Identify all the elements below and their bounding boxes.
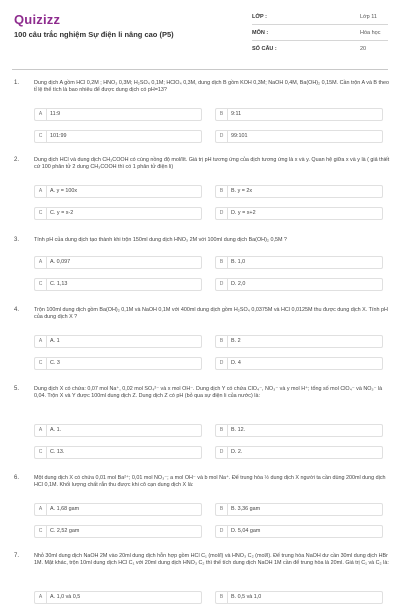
option-a[interactable] bbox=[34, 424, 202, 437]
option-letter: D bbox=[216, 358, 228, 369]
question-number: 1. bbox=[14, 80, 20, 86]
option-d[interactable] bbox=[215, 278, 383, 291]
question-number: 5. bbox=[14, 386, 20, 392]
option-d[interactable] bbox=[215, 525, 383, 538]
option-text: 11:9 bbox=[50, 111, 61, 117]
option-text: 99:101 bbox=[231, 133, 248, 139]
meta-value: 20 bbox=[360, 46, 367, 52]
meta-label: LỚP : bbox=[252, 14, 267, 20]
option-letter: D bbox=[216, 131, 228, 142]
option-text: A. y = 100x bbox=[50, 188, 78, 194]
option-text: B. 3,36 gam bbox=[231, 506, 261, 512]
option-text: D. 5,04 gam bbox=[231, 528, 261, 534]
question-text: Dung dịch X có chứa: 0,07 mol Na⁺, 0,02 mol SO₄²⁻ và x mol OH⁻. Dung dịch Y có chứa ClO₄⁻, NO₃⁻ và y mol H⁺; tổng số mol ClO₄⁻ và NO₃⁻ là 0,04. Trộn X và Y được 100ml dung dịch Z. Dung dịch Z có pH (bỏ qua sự điện li của nước) là: bbox=[34, 386, 383, 400]
option-text: C. 2,52 gam bbox=[50, 528, 80, 534]
option-text: A. 1. bbox=[50, 427, 62, 433]
option-c[interactable] bbox=[34, 278, 202, 291]
option-letter: D bbox=[216, 208, 228, 219]
meta-value: Hóa học bbox=[360, 30, 381, 36]
option-a[interactable] bbox=[34, 185, 202, 198]
option-letter: A bbox=[35, 186, 47, 197]
option-text: A. 1 bbox=[50, 338, 60, 344]
option-b[interactable] bbox=[215, 185, 383, 198]
option-text: C. y = x-2 bbox=[50, 210, 74, 216]
option-letter: C bbox=[35, 279, 47, 290]
option-a[interactable] bbox=[34, 335, 202, 348]
option-letter: B bbox=[216, 257, 228, 268]
option-letter: A bbox=[35, 592, 47, 603]
question-text: Nhỏ 30ml dung dịch NaOH 2M vào 20ml dung dịch hỗn hợp gồm HCl C₁ (mol/l) và HNO₃ C₂ (mol/l). Để trung hòa NaOH dư cần 30ml dung dịch HBr 1M. Mặt khác, trộn 10ml dung dịch HCl C₁ với 20ml dung dịch HNO₃ C₂ thì thể tích dung dịch NaOH 1M cần để trung hòa là 20ml. Giá trị C₁ và C₂ là: bbox=[34, 553, 389, 567]
meta-label: SỐ CÂU : bbox=[252, 46, 277, 52]
option-text: D. 2. bbox=[231, 449, 243, 455]
option-text: A. 1,0 và 0,5 bbox=[50, 594, 81, 600]
option-text: C. 13. bbox=[50, 449, 65, 455]
option-d[interactable] bbox=[215, 130, 383, 143]
meta-label: MÔN : bbox=[252, 30, 269, 36]
option-letter: B bbox=[216, 186, 228, 197]
question-number: 3. bbox=[14, 237, 20, 243]
meta-value: Lớp 11 bbox=[360, 14, 377, 20]
option-letter: A bbox=[35, 425, 47, 436]
option-b[interactable] bbox=[215, 256, 383, 269]
quizizz-logo: Quizizz bbox=[14, 12, 61, 27]
option-letter: D bbox=[216, 447, 228, 458]
question-number: 6. bbox=[14, 475, 20, 481]
question-number: 2. bbox=[14, 157, 20, 163]
question-text: Tính pH của dung dịch tạo thành khi trộn 150ml dung dịch HNO₃ 2M với 100ml dung dịch Ba(OH)₂ 0,5M ? bbox=[34, 237, 287, 243]
option-d[interactable] bbox=[215, 446, 383, 459]
option-text: D. 2,0 bbox=[231, 281, 246, 287]
option-d[interactable] bbox=[215, 207, 383, 220]
option-letter: D bbox=[216, 279, 228, 290]
option-b[interactable] bbox=[215, 424, 383, 437]
worksheet-title: 100 câu trắc nghiệm Sự điện li nâng cao (P5) bbox=[14, 30, 174, 39]
question-number: 7. bbox=[14, 553, 20, 559]
meta-divider bbox=[252, 24, 388, 25]
option-text: B. 2 bbox=[231, 338, 241, 344]
option-text: B. 12. bbox=[231, 427, 246, 433]
meta-divider bbox=[252, 40, 388, 41]
option-a[interactable] bbox=[34, 108, 202, 121]
question-text: Dung dịch HCl và dung dịch CH₃COOH có cùng nồng độ mol/lít. Giá trị pH tương ứng của dịch tương ứng là x và y. Quan hệ giữa x và y là ( giả thiết cứ 100 phân tử 2 dung CH₃COOH thì có 1 phân tử điện li) bbox=[34, 157, 390, 171]
option-text: D. y = x+2 bbox=[231, 210, 256, 216]
question-text: Một dung dịch X có chứa 0,01 mol Ba²⁺; 0,01 mol NO₃⁻; a mol OH⁻ và b mol Na⁺. Để trung hòa ½ dung dịch X người ta cần dùng 200ml dung dịch HCl 0,1M. Khối lượng chất rắn thu được khi cô cạn dung dịch X là: bbox=[34, 475, 386, 489]
option-c[interactable] bbox=[34, 446, 202, 459]
option-text: C. 3 bbox=[50, 360, 60, 366]
option-letter: B bbox=[216, 336, 228, 347]
header-divider bbox=[12, 69, 388, 70]
option-b[interactable] bbox=[215, 591, 383, 604]
option-letter: C bbox=[35, 208, 47, 219]
option-letter: A bbox=[35, 504, 47, 515]
option-c[interactable] bbox=[34, 525, 202, 538]
option-letter: B bbox=[216, 592, 228, 603]
option-a[interactable] bbox=[34, 503, 202, 516]
option-text: 101:99 bbox=[50, 133, 67, 139]
option-letter: B bbox=[216, 504, 228, 515]
option-c[interactable] bbox=[34, 357, 202, 370]
question-text: Dung dịch A gồm HCl 0,2M ; HNO₃ 0,3M; H₂SO₄ 0,1M; HClO₄ 0,3M, dung dịch B gồm KOH 0,3M; NaOH 0,4M, Ba(OH)₂ 0,15M. Cần trộn A và B theo tỉ lệ thể tích là bao nhiêu để được dung dịch có pH=13? bbox=[34, 80, 390, 94]
option-letter: C bbox=[35, 526, 47, 537]
option-text: C. 1,13 bbox=[50, 281, 68, 287]
option-letter: A bbox=[35, 257, 47, 268]
option-b[interactable] bbox=[215, 335, 383, 348]
option-letter: C bbox=[35, 131, 47, 142]
option-text: 9:11 bbox=[231, 111, 242, 117]
option-text: A. 0,097 bbox=[50, 259, 71, 265]
option-letter: B bbox=[216, 109, 228, 120]
option-b[interactable] bbox=[215, 108, 383, 121]
worksheet-header bbox=[0, 0, 400, 70]
option-text: A. 1,68 gam bbox=[50, 506, 80, 512]
question-number: 4. bbox=[14, 307, 20, 313]
option-a[interactable] bbox=[34, 591, 202, 604]
option-letter: A bbox=[35, 336, 47, 347]
option-c[interactable] bbox=[34, 130, 202, 143]
option-d[interactable] bbox=[215, 357, 383, 370]
option-letter: C bbox=[35, 358, 47, 369]
option-letter: D bbox=[216, 526, 228, 537]
option-letter: A bbox=[35, 109, 47, 120]
option-letter: C bbox=[35, 447, 47, 458]
option-text: B. y = 2x bbox=[231, 188, 253, 194]
option-a[interactable] bbox=[34, 256, 202, 269]
question-text: Trộn 100ml dung dịch gồm Ba(OH)₂ 0,1M và NaOH 0,1M với 400ml dung dịch gồm H₂SO₄ 0,0375M và HCl 0,0125M thu được dung dịch X. Tính pH của dung dịch X ? bbox=[34, 307, 388, 321]
option-text: B. 1,0 bbox=[231, 259, 246, 265]
option-text: D. 4 bbox=[231, 360, 241, 366]
option-c[interactable] bbox=[34, 207, 202, 220]
option-b[interactable] bbox=[215, 503, 383, 516]
option-text: B. 0,5 và 1,0 bbox=[231, 594, 262, 600]
option-letter: B bbox=[216, 425, 228, 436]
